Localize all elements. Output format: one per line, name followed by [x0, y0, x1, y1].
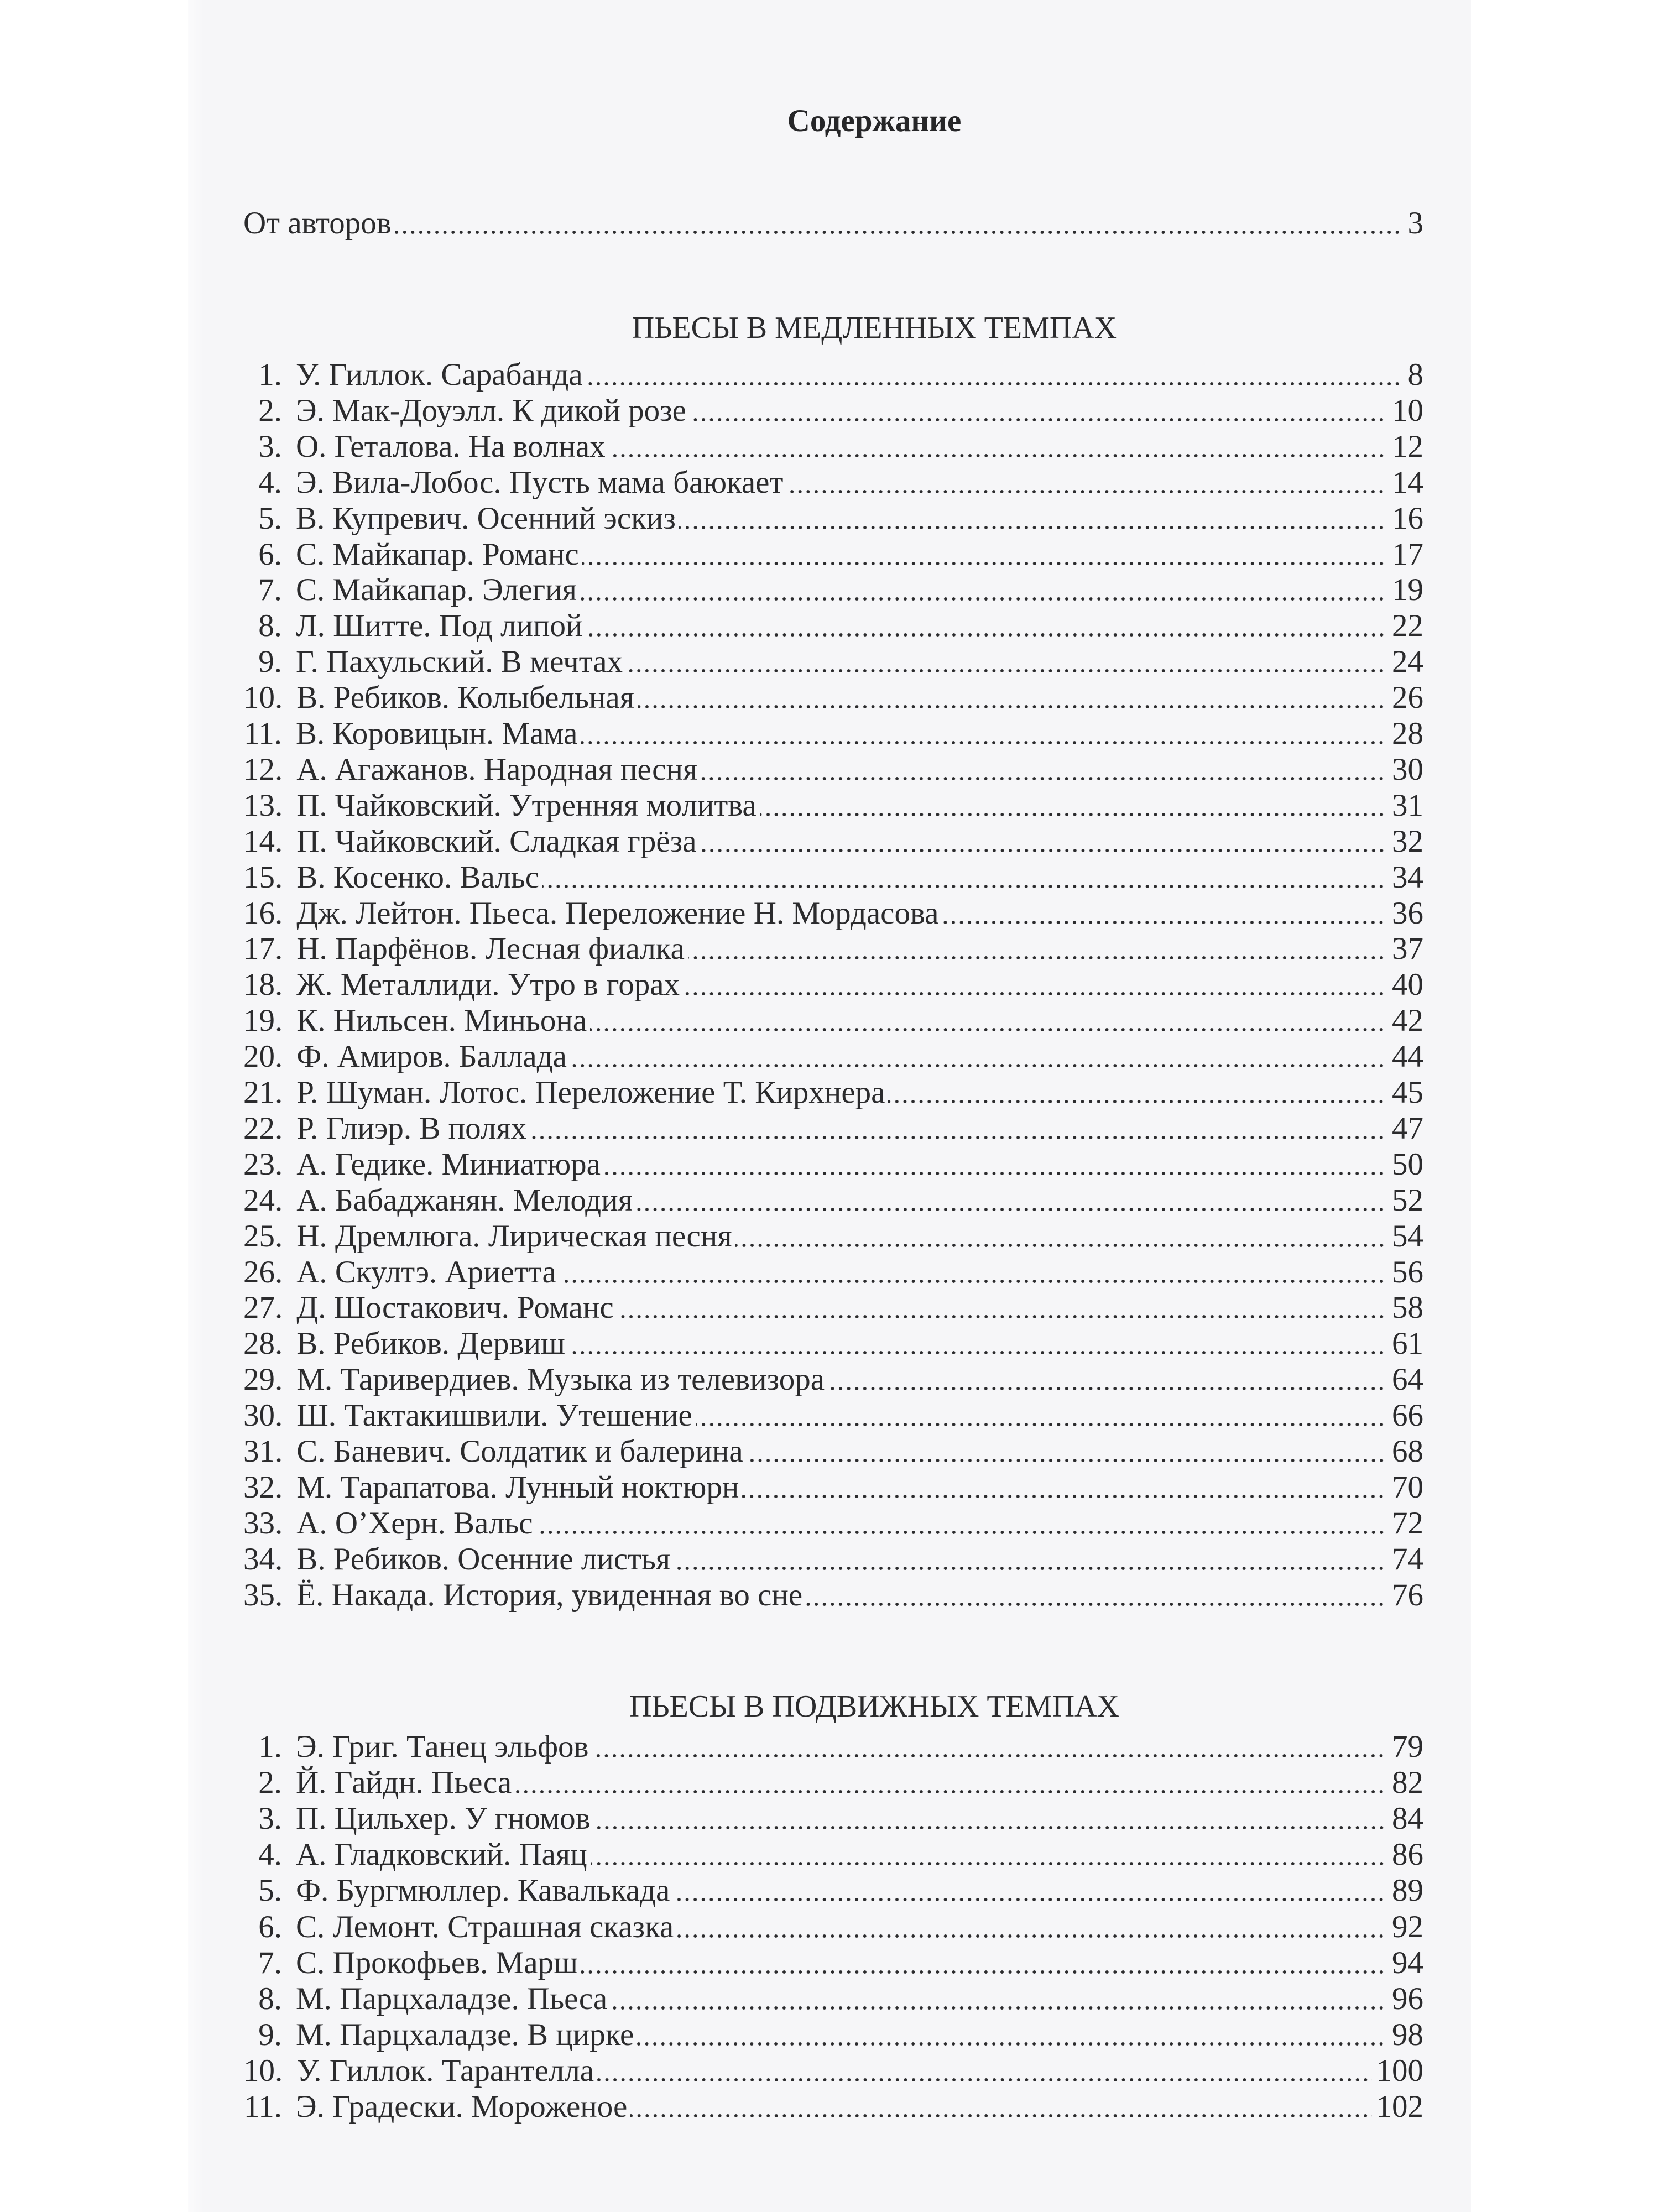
dot-leader	[542, 860, 1387, 895]
toc-entry-title: В. Купревич. Осенний эскиз	[296, 501, 676, 536]
dot-leader	[828, 1362, 1387, 1397]
toc-entry-title: Э. Градески. Мороженое	[296, 2089, 628, 2124]
toc-entry-title: В. Ребиков. Колыбельная	[296, 680, 634, 715]
toc-entry-page: 28	[1392, 716, 1423, 751]
toc-entry-page: 16	[1392, 501, 1423, 536]
toc-entry-page: 34	[1392, 860, 1423, 895]
toc-entry-title: Э. Вила-Лобос. Пусть мама баюкает	[296, 465, 784, 500]
toc-entry-title: От авторов	[243, 206, 392, 241]
toc-entry[interactable]	[243, 1506, 1423, 1541]
toc-entry[interactable]	[243, 393, 1423, 429]
toc-entry-page: 70	[1392, 1470, 1423, 1505]
toc-entry-title: М. Парцхаладзе. В цирке	[296, 2017, 634, 2052]
toc-entry-page: 86	[1392, 1837, 1423, 1872]
dot-leader	[609, 429, 1387, 465]
toc-entry-page: 74	[1392, 1542, 1423, 1577]
toc-entry-page: 8	[1407, 357, 1423, 392]
toc-entry[interactable]	[243, 465, 1423, 500]
toc-entry[interactable]	[243, 1873, 1423, 1908]
toc-entry-number: 8.	[258, 608, 282, 643]
toc-entry-number: 4.	[258, 1837, 282, 1872]
dot-leader	[637, 2017, 1387, 2053]
toc-entry-number: 35.	[243, 1578, 283, 1613]
toc-entry-number: 30.	[243, 1398, 283, 1433]
toc-entry-page: 56	[1392, 1255, 1423, 1290]
toc-entry-number: 14.	[243, 824, 283, 859]
dot-leader	[581, 1945, 1387, 1981]
toc-entry-title: Э. Мак-Доуэлл. К дикой розе	[296, 393, 686, 428]
dot-leader	[742, 1470, 1387, 1505]
toc-entry[interactable]	[243, 1434, 1423, 1469]
toc-entry[interactable]	[243, 357, 1423, 393]
toc-entry[interactable]	[243, 608, 1423, 644]
toc-entry-number: 22.	[243, 1111, 283, 1146]
toc-entry-page: 40	[1392, 967, 1423, 1002]
toc-entry-number: 13.	[243, 788, 283, 823]
toc-entry-title: А. Скултэ. Ариетта	[296, 1255, 556, 1290]
toc-entry-number: 1.	[258, 1729, 282, 1764]
dot-leader	[580, 572, 1387, 608]
toc-entry-title: М. Тарапатова. Лунный ноктюрн	[296, 1470, 739, 1505]
dot-leader	[638, 680, 1387, 716]
toc-entry-number: 5.	[258, 501, 282, 536]
toc-entry-number: 18.	[243, 967, 283, 1002]
dot-leader	[700, 824, 1388, 859]
toc-entry-title: В. Коровицын. Мама	[296, 716, 578, 751]
toc-entry[interactable]	[243, 1765, 1423, 1801]
toc-entry-page: 32	[1392, 824, 1423, 859]
dot-leader	[582, 537, 1387, 572]
dot-leader	[626, 644, 1387, 680]
dot-leader	[395, 206, 1404, 241]
toc-entry-number: 3.	[258, 1801, 282, 1836]
toc-entry-page: 98	[1392, 2017, 1423, 2052]
toc-entry[interactable]	[243, 680, 1423, 716]
toc-entry-page: 12	[1392, 429, 1423, 464]
toc-entry-page: 76	[1392, 1578, 1423, 1613]
dot-leader	[747, 1434, 1387, 1469]
toc-entry-number: 6.	[258, 537, 282, 572]
toc-entry[interactable]	[243, 931, 1423, 967]
paper-edge	[188, 0, 205, 2212]
toc-entry-title: В. Ребиков. Осенние листья	[296, 1542, 671, 1577]
toc-entry-number: 28.	[243, 1326, 283, 1361]
dot-leader	[696, 1398, 1387, 1433]
toc-entry-title: Ф. Бургмюллер. Кавалькада	[296, 1873, 670, 1908]
toc-entry-number: 8.	[258, 1981, 282, 2016]
toc-entry-page: 26	[1392, 680, 1423, 715]
toc-entry-page: 45	[1392, 1075, 1423, 1110]
toc-entry[interactable]	[243, 1075, 1423, 1110]
toc-entry[interactable]	[243, 2053, 1423, 2089]
toc-entry-title: В. Косенко. Вальс	[296, 860, 540, 895]
dot-leader	[590, 1003, 1387, 1039]
toc-entry[interactable]	[243, 1111, 1423, 1146]
toc-entry-page: 66	[1392, 1398, 1423, 1433]
dot-leader	[586, 357, 1404, 393]
dot-leader	[674, 1542, 1387, 1577]
toc-entry[interactable]	[243, 429, 1423, 465]
toc-entry-title: Ж. Металлиди. Утро в горах	[296, 967, 680, 1002]
toc-entry[interactable]	[243, 1945, 1423, 1981]
toc-entry-preface[interactable]	[243, 206, 1423, 241]
toc-entry-title: А. Бабаджанян. Мелодия	[296, 1183, 633, 1218]
dot-leader	[617, 1290, 1387, 1326]
toc-entry-number: 10.	[243, 2053, 283, 2088]
toc-entry-title: С. Баневич. Солдатик и балерина	[296, 1434, 743, 1469]
toc-entry-page: 79	[1392, 1729, 1423, 1764]
toc-entry-title: А. Гладковский. Паяц	[296, 1837, 587, 1872]
toc-entry-page: 96	[1392, 1981, 1423, 2016]
toc-entry-number: 25.	[243, 1219, 283, 1254]
dot-leader	[611, 1981, 1387, 2017]
toc-entry-title: П. Чайковский. Утренняя молитва	[296, 788, 757, 823]
dot-leader	[594, 1801, 1387, 1837]
toc-entry[interactable]	[243, 1362, 1423, 1397]
toc-entry-page: 89	[1392, 1873, 1423, 1908]
dot-leader	[679, 501, 1387, 536]
toc-entry-number: 10.	[243, 680, 283, 715]
toc-entry-title: Ё. Накада. История, увиденная во сне	[296, 1578, 803, 1613]
toc-entry-number: 34.	[243, 1542, 283, 1577]
toc-entry-title: У. Гиллок. Сарабанда	[296, 357, 583, 392]
toc-entry-number: 21.	[243, 1075, 283, 1110]
toc-entry[interactable]	[243, 1290, 1423, 1326]
dot-leader	[942, 896, 1387, 931]
toc-entry-page: 82	[1392, 1765, 1423, 1800]
toc-entry-page: 30	[1392, 752, 1423, 787]
toc-entry-page: 54	[1392, 1219, 1423, 1254]
toc-entry-number: 11.	[243, 2089, 282, 2124]
toc-entry-number: 9.	[258, 2017, 282, 2052]
toc-entry-number: 9.	[258, 644, 282, 679]
toc-entry-page: 3	[1407, 206, 1423, 241]
dot-leader	[536, 1506, 1387, 1541]
toc-entry[interactable]	[243, 537, 1423, 572]
toc-entry-page: 42	[1392, 1003, 1423, 1038]
toc-entry-title: Р. Шуман. Лотос. Переложение Т. Кирхнера	[296, 1075, 885, 1110]
toc-entry-number: 12.	[243, 752, 283, 787]
toc-entry-number: 7.	[258, 572, 282, 607]
toc-entry-page: 17	[1392, 537, 1423, 572]
toc-entry-title: С. Прокофьев. Марш	[296, 1945, 578, 1980]
dot-leader	[735, 1219, 1387, 1254]
toc-entry-page: 58	[1392, 1290, 1423, 1325]
toc-entry[interactable]	[243, 1219, 1423, 1254]
toc-entry-title: Ш. Тактакишвили. Утешение	[296, 1398, 692, 1433]
dot-leader	[690, 393, 1387, 429]
toc-entry-page: 37	[1392, 931, 1423, 966]
toc-entry[interactable]	[243, 644, 1423, 680]
dot-leader	[760, 788, 1387, 823]
toc-entry-number: 33.	[243, 1506, 283, 1541]
toc-entry[interactable]	[243, 1039, 1423, 1074]
toc-entry[interactable]	[243, 1183, 1423, 1218]
page-title: Содержание	[787, 103, 962, 138]
toc-entry-title: В. Ребиков. Дервиш	[296, 1326, 565, 1361]
toc-entry-number: 19.	[243, 1003, 283, 1038]
dot-leader	[630, 2089, 1371, 2125]
toc-entry-number: 27.	[243, 1290, 283, 1325]
toc-entry-title: П. Чайковский. Сладкая грёза	[296, 824, 697, 859]
toc-entry-title: О. Геталова. На волнах	[296, 429, 606, 464]
toc-entry[interactable]	[243, 824, 1423, 859]
dot-leader	[683, 967, 1387, 1003]
toc-entry-page: 31	[1392, 788, 1423, 823]
toc-entry-page: 10	[1392, 393, 1423, 428]
toc-entry-title: С. Майкапар. Романс	[296, 537, 579, 572]
toc-entry-title: С. Лемонт. Страшная сказка	[296, 1910, 674, 1944]
dot-leader	[560, 1255, 1387, 1290]
dot-leader	[604, 1147, 1387, 1182]
toc-entry-page: 19	[1392, 572, 1423, 607]
toc-entry-page: 50	[1392, 1147, 1423, 1182]
toc-entry-title: Э. Григ. Танец эльфов	[296, 1729, 589, 1764]
toc-entry-page: 47	[1392, 1111, 1423, 1146]
toc-entry-page: 36	[1392, 896, 1423, 931]
dot-leader	[677, 1910, 1387, 1945]
toc-entry[interactable]	[243, 1729, 1423, 1765]
toc-entry-page: 94	[1392, 1945, 1423, 1980]
dot-leader	[586, 608, 1387, 644]
toc-entry-page: 24	[1392, 644, 1423, 679]
toc-entry[interactable]	[243, 716, 1423, 752]
toc-entry-title: Й. Гайдн. Пьеса	[296, 1765, 512, 1800]
toc-entry-title: А. Агажанов. Народная песня	[296, 752, 698, 787]
toc-entry-number: 24.	[243, 1183, 283, 1218]
toc-entry-number: 32.	[243, 1470, 283, 1505]
toc-entry-number: 26.	[243, 1255, 283, 1290]
toc-entry[interactable]	[243, 1147, 1423, 1182]
toc-entry[interactable]	[243, 1398, 1423, 1433]
toc-entry-page: 72	[1392, 1506, 1423, 1541]
toc-entry-page: 102	[1376, 2089, 1423, 2124]
toc-entry-title: У. Гиллок. Тарантелла	[296, 2053, 594, 2088]
toc-entry-title: П. Цильхер. У гномов	[296, 1801, 591, 1836]
section-heading-fast: ПЬЕСЫ В ПОДВИЖНЫХ ТЕМПАХ	[629, 1689, 1119, 1724]
toc-entry[interactable]	[243, 1255, 1423, 1290]
toc-entry-number: 15.	[243, 860, 283, 895]
toc-entry-number: 7.	[258, 1945, 282, 1980]
dot-leader	[701, 752, 1387, 787]
toc-entry-number: 31.	[243, 1434, 283, 1469]
toc-entry[interactable]	[243, 1837, 1423, 1872]
toc-entry-page: 92	[1392, 1910, 1423, 1944]
toc-entry[interactable]	[243, 967, 1423, 1003]
toc-entry[interactable]	[243, 896, 1423, 931]
toc-entry-number: 16.	[243, 896, 283, 931]
toc-entry-page: 52	[1392, 1183, 1423, 1218]
toc-entry-page: 44	[1392, 1039, 1423, 1074]
toc-entry-page: 22	[1392, 608, 1423, 643]
toc-entry-number: 20.	[243, 1039, 283, 1074]
toc-entry[interactable]	[243, 1981, 1423, 2017]
toc-entry-page: 61	[1392, 1326, 1423, 1361]
dot-leader	[806, 1578, 1387, 1613]
dot-leader	[786, 465, 1387, 500]
toc-entry-number: 3.	[258, 429, 282, 464]
dot-leader	[636, 1183, 1387, 1218]
dot-leader	[597, 2053, 1371, 2089]
toc-entry[interactable]	[243, 1542, 1423, 1577]
toc-entry-title: Г. Пахульский. В мечтах	[296, 644, 623, 679]
toc-entry-number: 2.	[258, 1765, 282, 1800]
toc-entry-page: 68	[1392, 1434, 1423, 1469]
toc-entry[interactable]	[243, 1326, 1423, 1361]
toc-entry[interactable]	[243, 788, 1423, 823]
toc-entry[interactable]	[243, 2017, 1423, 2053]
toc-entry[interactable]	[243, 1003, 1423, 1039]
toc-entry[interactable]	[243, 752, 1423, 787]
dot-leader	[568, 1326, 1387, 1361]
toc-entry-title: М. Парцхаладзе. Пьеса	[296, 1981, 608, 2016]
toc-entry-number: 2.	[258, 393, 282, 428]
toc-entry[interactable]	[243, 1578, 1423, 1613]
toc-entry-title: Н. Дремлюга. Лирическая песня	[296, 1219, 732, 1254]
toc-entry-title: Л. Шитте. Под липой	[296, 608, 583, 643]
section-heading-slow: ПЬЕСЫ В МЕДЛЕННЫХ ТЕМПАХ	[632, 311, 1117, 345]
toc-entry-title: Д. Шостакович. Романс	[296, 1290, 614, 1325]
dot-leader	[888, 1075, 1387, 1110]
toc-entry-title: Н. Парфёнов. Лесная фиалка	[296, 931, 685, 966]
toc-entry-number: 1.	[258, 357, 282, 392]
dot-leader	[591, 1837, 1387, 1872]
toc-entry[interactable]	[243, 860, 1423, 895]
dot-leader	[673, 1873, 1387, 1908]
dot-leader	[581, 716, 1387, 752]
dot-leader	[530, 1111, 1387, 1146]
toc-entry[interactable]	[243, 2089, 1423, 2125]
toc-entry-title: С. Майкапар. Элегия	[296, 572, 577, 607]
toc-entry[interactable]	[243, 1910, 1423, 1945]
toc-entry-number: 5.	[258, 1873, 282, 1908]
toc-entry[interactable]	[243, 572, 1423, 608]
toc-entry-title: А. Гедике. Миниатюра	[296, 1147, 601, 1182]
toc-entry[interactable]	[243, 1801, 1423, 1837]
toc-entry-page: 64	[1392, 1362, 1423, 1397]
toc-entry-title: Ф. Амиров. Баллада	[296, 1039, 567, 1074]
toc-entry-number: 4.	[258, 465, 282, 500]
dot-leader	[515, 1765, 1387, 1801]
toc-entry-page: 100	[1376, 2053, 1423, 2088]
dot-leader	[570, 1039, 1387, 1074]
dot-leader	[688, 931, 1387, 967]
toc-entry-page: 14	[1392, 465, 1423, 500]
toc-entry-title: Р. Глиэр. В полях	[296, 1111, 527, 1146]
toc-entry-number: 23.	[243, 1147, 283, 1182]
toc-entry-number: 17.	[243, 931, 283, 966]
toc-entry-title: А. О’Херн. Вальс	[296, 1506, 533, 1541]
toc-entry-title: К. Нильсен. Миньона	[296, 1003, 587, 1038]
toc-entry-number: 11.	[243, 716, 282, 751]
toc-entry-title: Дж. Лейтон. Пьеса. Переложение Н. Мордасова	[296, 896, 939, 931]
toc-entry-number: 29.	[243, 1362, 283, 1397]
toc-entry-number: 6.	[258, 1910, 282, 1944]
toc-entry[interactable]	[243, 501, 1423, 536]
dot-leader	[592, 1729, 1387, 1765]
toc-entry-page: 84	[1392, 1801, 1423, 1836]
toc-entry-title: М. Таривердиев. Музыка из телевизора	[296, 1362, 825, 1397]
toc-entry[interactable]	[243, 1470, 1423, 1505]
